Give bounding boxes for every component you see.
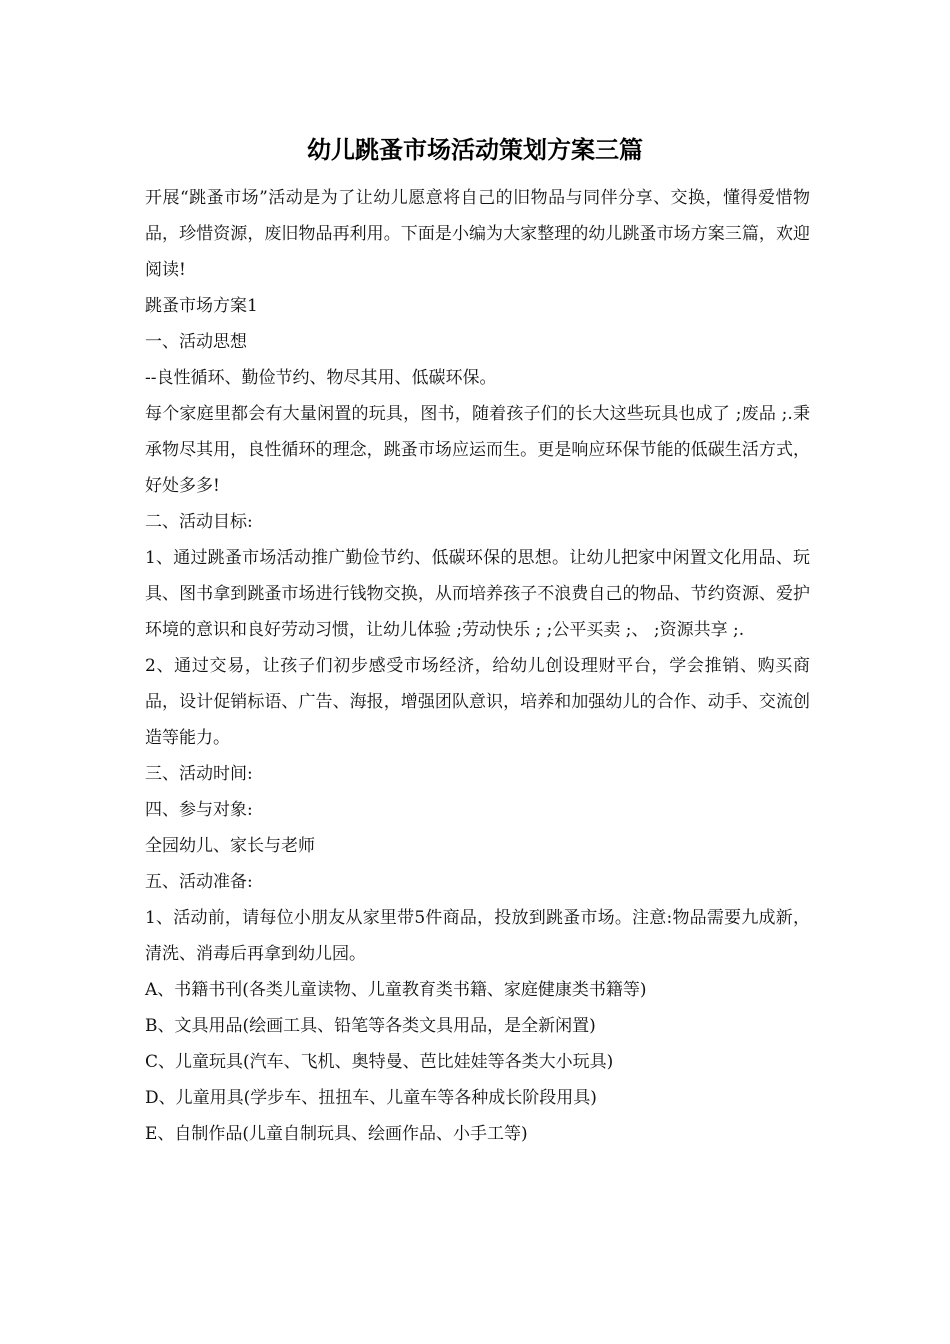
document-body [145, 180, 810, 1152]
paragraph: 每个家庭里都会有大量闲置的玩具，图书，随着孩子们的长大这些玩具也成了 ;废品 ;.秉承物尽其用，良性循环的理念，跳蚤市场应运而生。更是响应环保节能的低碳生活方式，好处多多! [145, 404, 810, 496]
intro-paragraph: 开展“跳蚤市场”活动是为了让幼儿愿意将自己的旧物品与同伴分享、交换，懂得爱惜物品，珍惜资源，废旧物品再利用。下面是小编为大家整理的幼儿跳蚤市场方案三篇，欢迎阅读! [145, 188, 810, 280]
section-heading: 一、活动思想 [145, 332, 247, 352]
section-heading: 四、参与对象: [145, 800, 253, 820]
section-heading: 二、活动目标: [145, 512, 253, 532]
list-item: E、自制作品(儿童自制玩具、绘画作品、小手工等) [145, 1124, 528, 1144]
list-item: D、儿童用具(学步车、扭扭车、儿童车等各种成长阶段用具) [145, 1088, 597, 1108]
paragraph: 2、通过交易，让孩子们初步感受市场经济，给幼儿创设理财平台，学会推销、购买商品，设计促销标语、广告、海报，增强团队意识，培养和加强幼儿的合作、动手、交流创造等能力。 [145, 656, 810, 748]
paragraph: 1、通过跳蚤市场活动推广勤俭节约、低碳环保的思想。让幼儿把家中闲置文化用品、玩具、图书拿到跳蚤市场进行钱物交换，从而培养孩子不浪费自己的物品、节约资源、爱护环境的意识和良好劳动习惯，让幼儿体验 ;劳动快乐 ; ;公平买卖 ;、 ;资源共享 ;. [145, 548, 810, 640]
section-heading-plan-1: 跳蚤市场方案1 [145, 296, 258, 316]
paragraph: --良性循环、勤俭节约、物尽其用、低碳环保。 [145, 368, 497, 388]
list-item: A、书籍书刊(各类儿童读物、儿童教育类书籍、家庭健康类书籍等) [145, 980, 647, 1000]
section-heading: 三、活动时间: [145, 764, 253, 784]
paragraph: 全园幼儿、家长与老师 [145, 836, 315, 856]
paragraph: 1、活动前，请每位小朋友从家里带5件商品，投放到跳蚤市场。注意:物品需要九成新，清洗、消毒后再拿到幼儿园。 [145, 908, 810, 964]
list-item: C、儿童玩具(汽车、飞机、奥特曼、芭比娃娃等各类大小玩具) [145, 1052, 614, 1072]
list-item: B、文具用品(绘画工具、铅笔等各类文具用品，是全新闲置) [145, 1016, 596, 1036]
section-heading: 五、活动准备: [145, 872, 253, 892]
document-title: 幼儿跳蚤市场活动策划方案三篇 [307, 135, 643, 164]
